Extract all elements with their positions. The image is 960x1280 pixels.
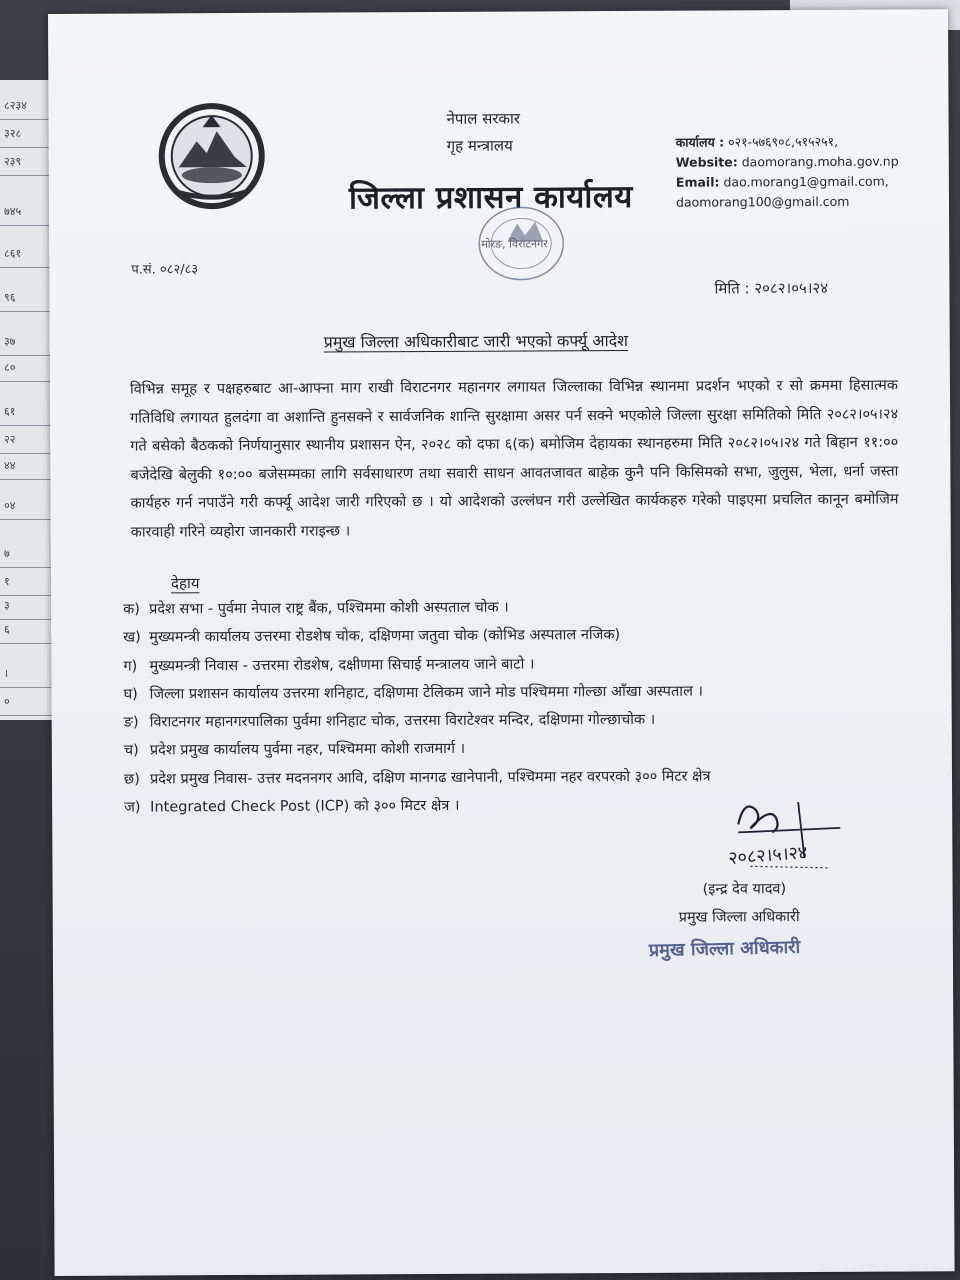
list-item [123, 648, 913, 680]
background-row-text: २२ [0, 426, 58, 454]
website-label: Website: [675, 154, 738, 170]
email-label: Email: [675, 174, 720, 190]
background-row-text: ७४५ [0, 198, 58, 226]
government-name: नेपाल सरकार [446, 109, 521, 128]
phone-number: ०२१-५७६९०८,५१५२५१, [728, 133, 839, 150]
nepal-emblem-icon [156, 101, 267, 212]
ministry-name: गृह मन्त्रालय [446, 136, 513, 155]
signatory-name: (इन्द्र देव यादव) [702, 881, 787, 898]
list-marker: छ) [123, 771, 140, 788]
list-marker: ज) [124, 799, 141, 816]
list-marker: ग) [123, 658, 138, 675]
handwritten-signature [680, 788, 850, 879]
website-line [676, 152, 899, 173]
list-item-text: Integrated Check Post (ICP) को ३०० मिटर क्षेत्र । [150, 797, 460, 816]
list-item [124, 705, 914, 737]
list-item-text: विराटनगर महानगरपालिका पुर्वमा शनिहाट चोक, उत्तरमा विराटेश्वर मन्दिर, दक्षिणमा गोल्छाचोक । [149, 712, 656, 731]
signatory-title: प्रमुख जिल्ला अधिकारी [678, 909, 800, 926]
list-marker: ख) [123, 629, 141, 646]
letter-date: मिति : २०८२।०५।२४ [714, 278, 829, 298]
background-row-text: ३ [0, 592, 58, 620]
list-marker: च) [123, 743, 139, 760]
list-item [124, 733, 914, 765]
background-row-text: ६१ [0, 398, 58, 426]
phone-label: कार्यालय : [675, 134, 725, 150]
seal-stamp-text: मोरङ, विराटनगर [481, 237, 548, 251]
office-title: जिल्ला प्रशासन कार्यालय [348, 178, 633, 217]
list-item [123, 620, 913, 652]
background-row-text: ८२३४ [0, 92, 58, 120]
list-item [123, 591, 913, 623]
list-item-text: प्रदेश सभा - पुर्वमा नेपाल राष्ट्र बैंक, पश्चिममा कोशी अस्पताल चोक । [149, 599, 509, 618]
phone-line [676, 132, 899, 153]
letter-subject: प्रमुख जिल्ला अधिकारीबाट जारी भएको कर्फ्यू आदेश [323, 330, 629, 352]
list-item-text: प्रदेश प्रमुख कार्यालय पुर्वमा नहर, पश्चिममा कोशी राजमार्ग । [149, 741, 466, 759]
reference-number: प.सं. ०८२/८३ [131, 262, 199, 278]
background-row-text: ७ [0, 540, 58, 568]
list-marker: ङ) [123, 714, 139, 731]
list-item-text: प्रदेश प्रमुख निवास- उत्तर मदननगर आवि, दक्षिण मानगढ खानेपानी, पश्चिममा नहर वरपरको ३०० मिटर क्षेत्र [149, 768, 711, 788]
schedule-heading: देहाय [170, 574, 200, 593]
background-row-text: ९६ [0, 284, 58, 312]
background-row-text: ६ [0, 616, 58, 644]
background-row-text: २३९ [0, 148, 58, 176]
list-marker: घ) [123, 686, 138, 703]
signature-date: २०८२।५।२४ [727, 842, 809, 870]
list-item-text: मुख्यमन्त्री कार्यालय उत्तरमा रोडशेष चोक, दक्षिणमा जतुवा चोक (कोभिड अस्पताल नजिक) [149, 627, 621, 646]
background-row-text: ० [0, 688, 58, 716]
email-line [676, 172, 899, 193]
designation-stamp: प्रमुख जिल्ला अधिकारी [648, 936, 801, 962]
background-row-text: । [0, 660, 58, 688]
background-row-text: ८६१ [0, 240, 58, 268]
letter-page [48, 9, 955, 1276]
list-marker: क) [123, 601, 140, 618]
list-item [123, 676, 913, 708]
letter-body: विभिन्न समूह र पक्षहरुबाट आ-आफ्ना माग राखी विराटनगर महानगर लगायत जिल्लाका विभिन्न स्थानमा प्रदर्शन भएको र सो क्रममा हिसात्मक गतिविधि लगायत हुलदंगा वा अशान्ति हुनसक्ने र सार्वजनिक शान्ति सुरक्षामा असर पर्न सक्ने भएकोले जिल्ला सुरक्षा समितिको मिति २०८२।०५।२४ गते बसेको बैठकको निर्णयानुसार स्थानीय प्रशासन ऐन, २०२८ को दफा ६(क) बमोजिम देहायका स्थानहरुमा मिति २०८२।०५।२४ गते बिहान ११:०० बजेदेखि बेलुकी १०:०० बजेसम्मका लागि सर्वसाधारण तथा सवारी साधन आवतजावत बाहेक कुनै पनि किसिमको सभा, जुलुस, भेला, धर्ना जस्ता कार्यहरु गर्न नपाउँने गरी कर्फ्यू आदेश जारी गरिएको छ । यो आदेशको उल्लंघन गरी उल्लेखित कार्यकहरु गरेको पाइएमा प्रचलित कानून बमोजिम कारवाही गरिने व्यहोरा जानकारी गराइन्छ । [129, 377, 899, 541]
background-row-text: १ [0, 568, 58, 596]
list-item-text: जिल्ला प्रशासन कार्यालय उत्तरमा शनिहाट, दक्षिणमा टेलिकम जाने मोड पश्चिममा गोल्छा आँखा अस्पताल । [149, 683, 704, 703]
background-row-text: ४४ [0, 452, 58, 480]
office-seal-stamp [469, 201, 569, 292]
email-secondary: daomorang100@gmail.com [675, 193, 850, 210]
background-row-text: ०४ [0, 492, 58, 520]
background-row-text: ३२८ [0, 120, 58, 148]
list-item-text: मुख्यमन्त्री निवास - उत्तरमा रोडशेष, दक्षीणमा सिचाई मन्त्रालय जाने बाटो । [149, 656, 535, 675]
background-row-text: ८० [0, 354, 58, 382]
contact-block [676, 132, 899, 213]
email-primary: dao.morang1@gmail.com, [723, 173, 889, 190]
header-government [446, 106, 520, 160]
background-row-text: ३७ [0, 328, 58, 356]
website-url: daomorang.moha.gov.np [741, 153, 899, 170]
